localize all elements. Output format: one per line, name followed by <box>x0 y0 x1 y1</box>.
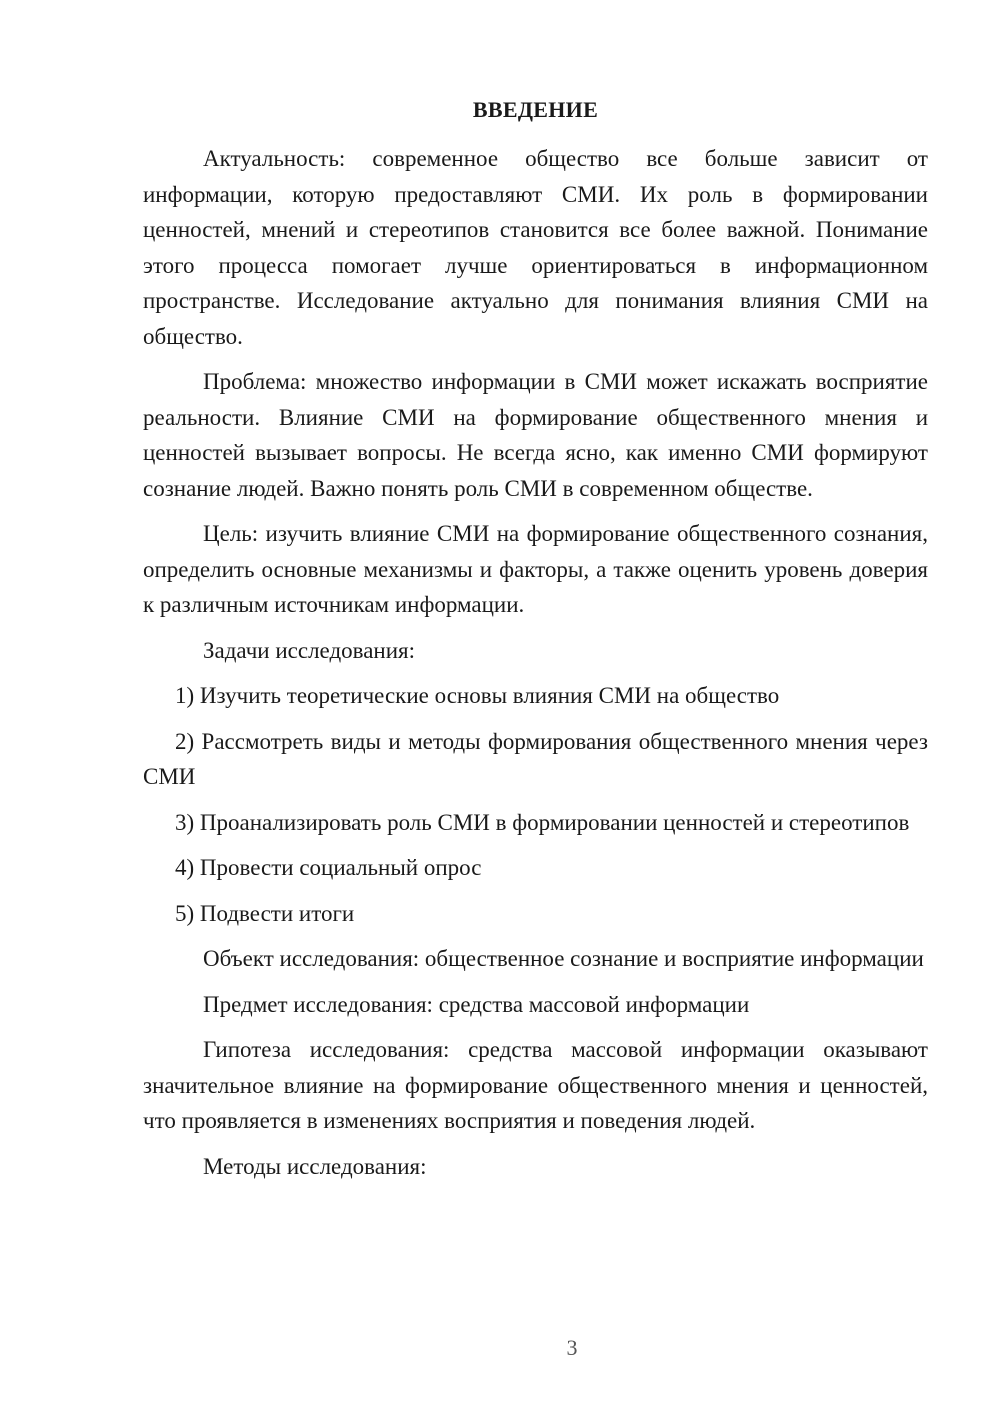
page-number: 3 <box>566 1335 578 1360</box>
paragraph-object: Объект исследования: общественное сознание и восприятие информации <box>203 946 924 971</box>
paragraph-relevance: Актуальность: современное общество все больше зависит от информации, которую предоставляют СМИ. Их роль в формировании ценностей, мнений и стереотипов становится все более важной. Понимание этого процесса помогает лучше ориентироваться в информационном пространстве. Исследование актуально для понимания влияния СМИ на общество. <box>143 146 928 349</box>
paragraph-subject: Предмет исследования: средства массовой информации <box>203 991 750 1017</box>
task-item-1: 1) Изучить теоретические основы влияния СМИ на общество <box>175 683 780 708</box>
page-content <box>143 95 928 1184</box>
task-item-5: 5) Подвести итоги <box>175 900 355 926</box>
section-heading: ВВЕДЕНИЕ <box>472 97 599 122</box>
paragraph-tasks-title: Задачи исследования: <box>203 637 416 663</box>
paragraph-methods: Методы исследования: <box>203 1153 427 1179</box>
task-item-2: 2) Рассмотреть виды и методы формирования общественного мнения через СМИ <box>143 728 928 789</box>
paragraph-hypothesis: Гипотеза исследования: средства массовой информации оказывают значительное влияние на формирование общественного мнения и ценностей, что проявляется в изменениях восприятия и поведения людей. <box>143 1037 928 1133</box>
task-item-4: 4) Провести социальный опрос <box>175 855 482 880</box>
task-item-3: 3) Проанализировать роль СМИ в формировании ценностей и стереотипов <box>175 809 910 835</box>
paragraph-goal: Цель: изучить влияние СМИ на формирование общественного сознания, определить основные механизмы и факторы, а также оценить уровень доверия к различным источникам информации. <box>143 521 928 617</box>
paragraph-problem: Проблема: множество информации в СМИ может искажать восприятие реальности. Влияние СМИ на формирование общественного мнения и ценностей вызывает вопросы. Не всегда ясно, как именно СМИ формируют сознание людей. Важно понять роль СМИ в современном обществе. <box>143 369 928 501</box>
